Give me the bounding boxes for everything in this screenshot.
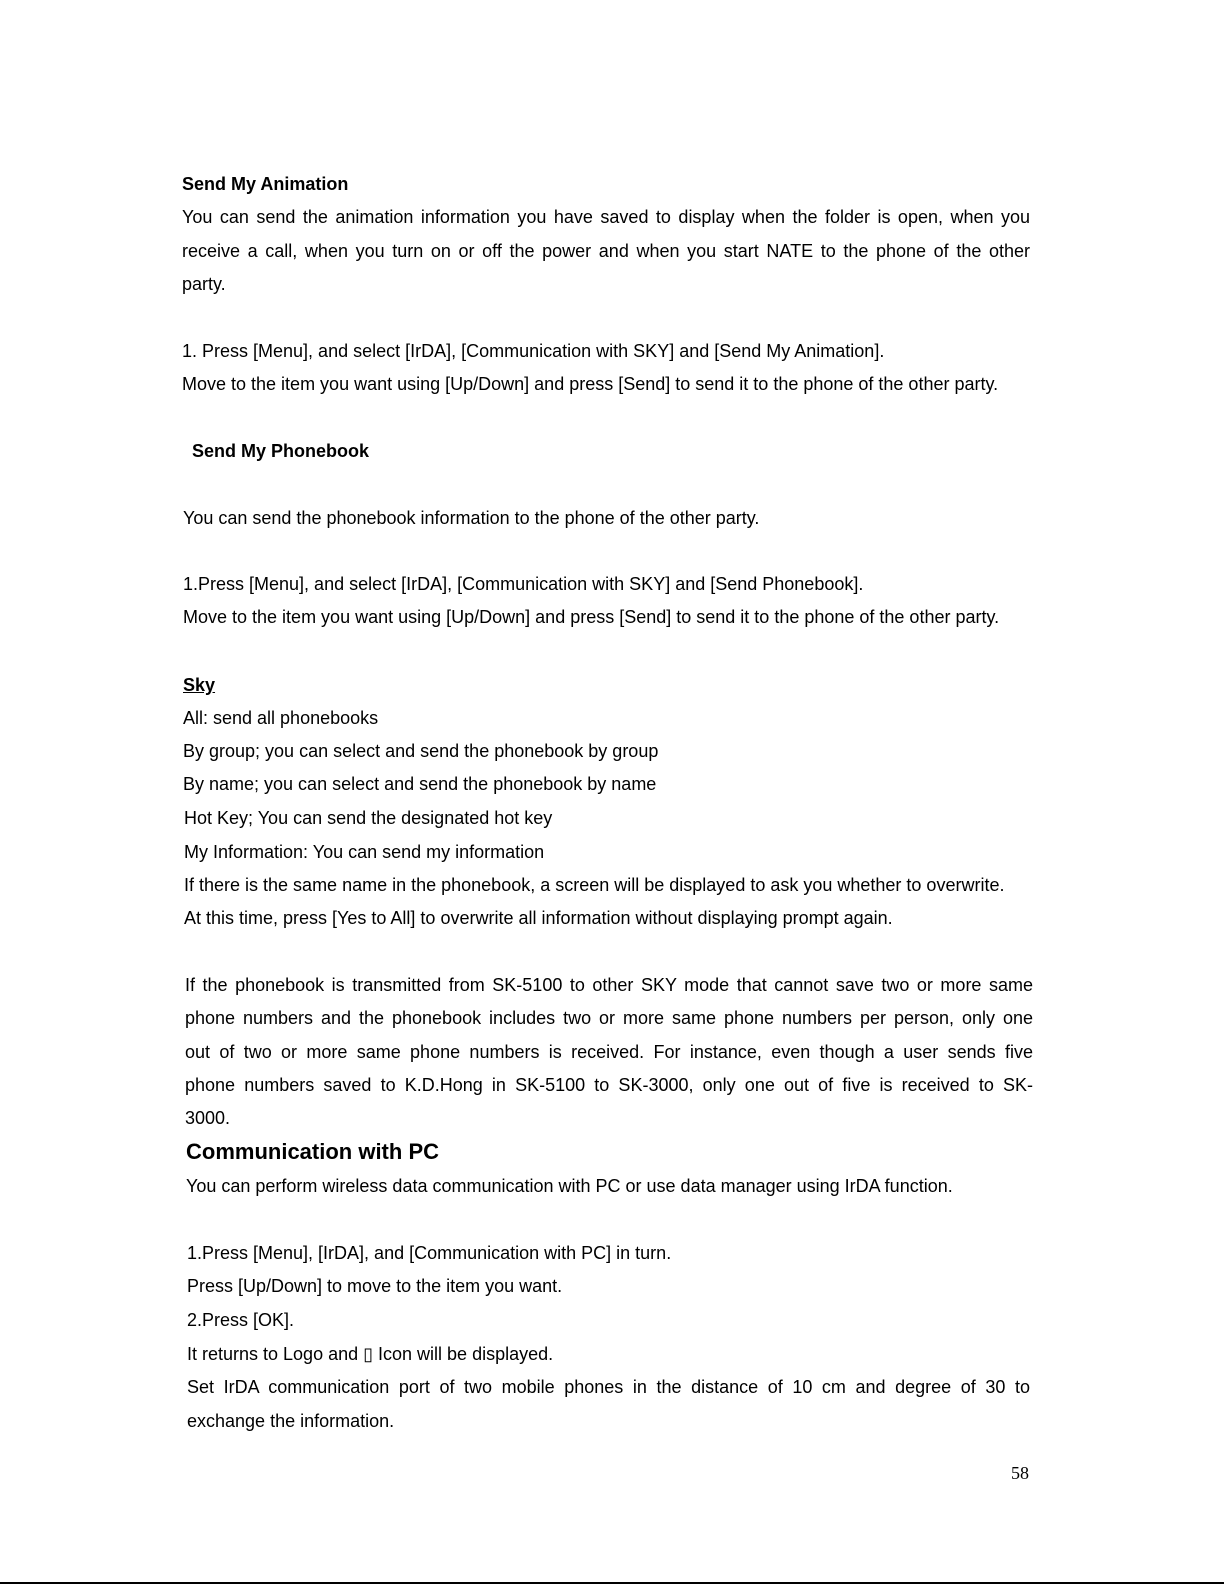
paragraph-line: You can send the phonebook information to the phone of the other party. [183, 508, 760, 528]
step-line: Press [Up/Down] to move to the item you want. [187, 1276, 563, 1296]
paragraph-line: You can perform wireless data communication with PC or use data manager using IrDA function. [186, 1176, 953, 1196]
list-item: At this time, press [Yes to All] to overwrite all information without displaying prompt again. [184, 908, 893, 928]
step-line: It returns to Logo and ▯ Icon will be displayed. [187, 1344, 554, 1364]
section-title-communication-with-pc: Communication with PC [186, 1139, 439, 1164]
paragraph-line: Set IrDA communication port of two mobile phones in the distance of 10 cm and degree of 30 to [187, 1377, 1030, 1397]
paragraph-line: out of two or more same phone numbers is received. For instance, even though a user sends five [185, 1042, 1033, 1062]
paragraph-line: 3000. [185, 1108, 231, 1128]
step-line: 1.Press [Menu], and select [IrDA], [Communication with SKY] and [Send Phonebook]. [183, 574, 864, 594]
section-title-send-animation: Send My Animation [182, 174, 349, 194]
step-line: Move to the item you want using [Up/Down] and press [Send] to send it to the phone of the other party. [183, 607, 1000, 627]
list-item: If there is the same name in the phonebook, a screen will be displayed to ask you whether to overwrite. [184, 875, 1005, 895]
section-title-send-phonebook: Send My Phonebook [192, 441, 370, 461]
paragraph-line: party. [182, 274, 226, 294]
paragraph-line: receive a call, when you turn on or off the power and when you start NATE to the phone of the other [182, 241, 1030, 261]
step-line: 2.Press [OK]. [187, 1310, 295, 1330]
paragraph-line: phone numbers saved to K.D.Hong in SK-5100 to SK-3000, only one out of five is received to SK- [185, 1075, 1033, 1095]
step-line: Move to the item you want using [Up/Down] and press [Send] to send it to the phone of the other party. [182, 374, 999, 394]
section-title-sky: Sky [183, 675, 216, 695]
step-line: 1. Press [Menu], and select [IrDA], [Communication with SKY] and [Send My Animation]. [182, 341, 885, 361]
paragraph-line: You can send the animation information you have saved to display when the folder is open, when you [182, 207, 1030, 227]
list-item: Hot Key; You can send the designated hot key [184, 808, 553, 828]
paragraph-line: exchange the information. [187, 1411, 395, 1431]
list-item: All: send all phonebooks [183, 708, 379, 728]
paragraph-line: If the phonebook is transmitted from SK-5100 to other SKY mode that cannot save two or more same [185, 975, 1033, 995]
list-item: By name; you can select and send the phonebook by name [183, 774, 657, 794]
page-number: 58 [1011, 1463, 1029, 1483]
list-item: My Information: You can send my information [184, 842, 545, 862]
paragraph-line: phone numbers and the phonebook includes two or more same phone numbers per person, only one [185, 1008, 1033, 1028]
list-item: By group; you can select and send the phonebook by group [183, 741, 659, 761]
step-line: 1.Press [Menu], [IrDA], and [Communication with PC] in turn. [187, 1243, 672, 1263]
